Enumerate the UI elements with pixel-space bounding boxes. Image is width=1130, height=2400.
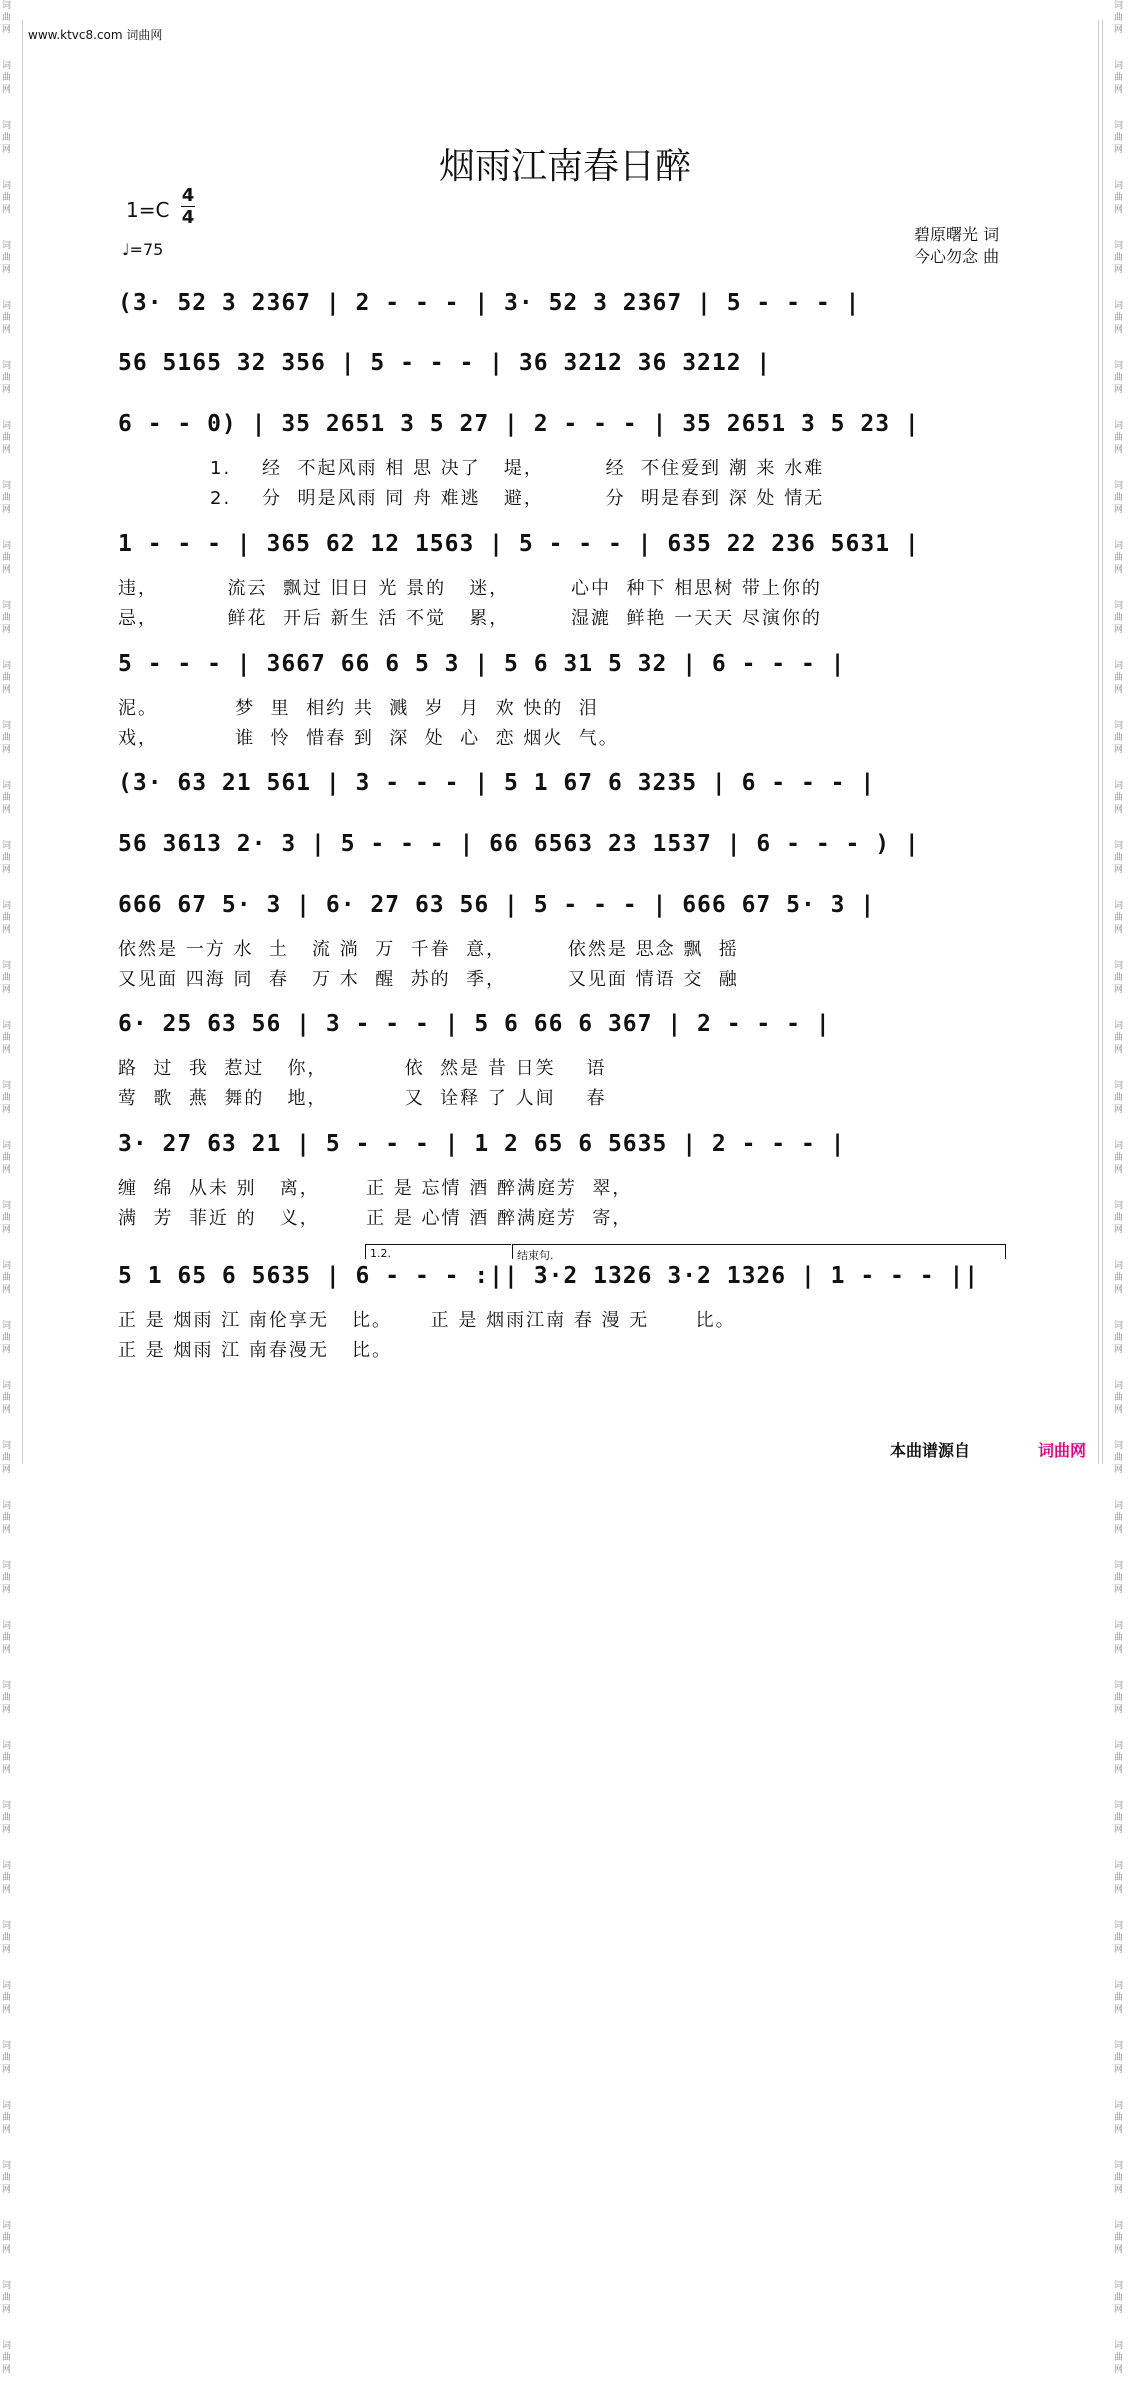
lyric-row-9-verse-1: 路 过 我 惹过 你， 依 然是 昔 日笑 语 (118, 1058, 607, 1079)
score-row-1: (3· 52 3 2367 | 2 - - - | 3· 52 3 2367 | 5 - - - | (118, 290, 861, 316)
score-row-9: 6· 25 63 56 | 3 - - - | 5 6 66 6 367 | 2 - - - | (118, 1011, 831, 1037)
lyric-row-10-verse-1: 缠 绵 从未 别 离， 正 是 忘情 酒 醉满庭芳 翠， (118, 1178, 633, 1199)
first-ending-label: 1.2. (370, 1247, 391, 1260)
lyric-row-5-verse-2: 戏， 谁 怜 惜春 到 深 处 心 恋 烟火 气。 (118, 728, 619, 749)
tempo-marking: ♩=75 (122, 240, 164, 259)
score-row-7: 56 3613 2· 3 | 5 - - - | 66 6563 23 1537 | 6 - - - ) | (118, 831, 920, 857)
site-header[interactable]: www.ktvc8.com 词曲网 (28, 28, 163, 42)
right-border-line-2 (1102, 20, 1103, 1464)
score-row-2: 56 5165 32 356 | 5 - - - | 36 3212 36 3212 | (118, 350, 772, 376)
coda-label: 结束句. (517, 1249, 554, 1262)
meter-denominator: 4 (181, 207, 195, 228)
footer-source-label: 本曲谱源自 (890, 1441, 971, 1460)
left-border-line (22, 20, 23, 1464)
meter-numerator: 4 (181, 185, 195, 206)
time-signature (181, 186, 195, 227)
score-row-10: 3· 27 63 21 | 5 - - - | 1 2 65 6 5635 | 2 - - - | (118, 1131, 846, 1157)
score-row-4: 1 - - - | 365 62 12 1563 | 5 - - - | 635 22 236 5631 | (118, 531, 920, 557)
lyric-row-3-verse-1: 1. 经 不起风雨 相 思 决了 堤， 经 不住爱到 潮 来 水难 (210, 458, 825, 479)
left-margin-watermark: 词 曲 网 词 曲 网 词 曲 网 词 曲 网 词 曲 网 词 曲 网 词 曲 网 词 曲 网 词 曲 网 词 曲 网 词 曲 网 词 曲 网 词 曲 网 词 曲 网 词 曲 网 词 曲 网 词 曲 网 词 曲 网 词 曲 网 词 曲 网 词 曲 网 词 曲 网 词 曲 网 词 曲 网 词 曲 网 词 曲 网 词 曲 网 词 曲 网 词 曲 网 词 曲 网 词 曲 网 词 曲 网 词 曲 网 词 曲 网 词 曲 网 词 曲 网 词 曲 网 词 曲 网 词 曲 网 词 曲 网 (2, 1, 12, 2375)
right-border-line (1098, 20, 1099, 1464)
lyric-row-10-verse-2: 满 芳 菲近 的 义， 正 是 心情 酒 醉满庭芳 寄， (118, 1208, 633, 1229)
first-ending-bracket (365, 1244, 511, 1259)
lyric-row-8-verse-1: 依然是 一方 水 土 流 淌 万 千眷 意， 依然是 思念 飘 摇 (118, 939, 739, 960)
score-row-6: (3· 63 21 561 | 3 - - - | 5 1 67 6 3235 | 6 - - - | (118, 770, 876, 796)
score-row-3: 6 - - 0) | 35 2651 3 5 27 | 2 - - - | 35 2651 3 5 23 | (118, 411, 920, 437)
score-row-8: 666 67 5· 3 | 6· 27 63 56 | 5 - - - | 666 67 5· 3 | (118, 892, 876, 918)
lyric-row-5-verse-1: 泥。 梦 里 相约 共 溅 岁 月 欢 快的 泪 (118, 698, 599, 719)
song-title: 烟雨江南春日醉 (438, 146, 691, 187)
right-margin-watermark: 词 曲 网 词 曲 网 词 曲 网 词 曲 网 词 曲 网 词 曲 网 词 曲 网 词 曲 网 词 曲 网 词 曲 网 词 曲 网 词 曲 网 词 曲 网 词 曲 网 词 曲 网 词 曲 网 词 曲 网 词 曲 网 词 曲 网 词 曲 网 词 曲 网 词 曲 网 词 曲 网 词 曲 网 词 曲 网 词 曲 网 词 曲 网 词 曲 网 词 曲 网 词 曲 网 词 曲 网 词 曲 网 词 曲 网 词 曲 网 词 曲 网 词 曲 网 词 曲 网 词 曲 网 词 曲 网 词 曲 网 (1114, 1, 1124, 2375)
score-row-11: 5 1 65 6 5635 | 6 - - - :|| 3·2 1326 3·2 1326 | 1 - - - || (118, 1263, 980, 1289)
footer-site-link[interactable]: 词曲网 (1038, 1441, 1087, 1460)
lyric-row-11-verse-1: 正 是 烟雨 江 南伦享无 比。 正 是 烟雨江南 春 漫 无 比。 (118, 1310, 736, 1331)
lyric-row-8-verse-2: 又见面 四海 同 春 万 木 醒 苏的 季， 又见面 情语 交 融 (118, 969, 739, 990)
lyric-row-3-verse-2: 2. 分 明是风雨 同 舟 难逃 避， 分 明是春到 深 处 情无 (210, 488, 825, 509)
key-signature: 1=C (126, 198, 170, 222)
score-row-5: 5 - - - | 3667 66 6 5 3 | 5 6 31 5 32 | 6 - - - | (118, 651, 846, 677)
coda-bracket (512, 1244, 1006, 1262)
lyric-row-4-verse-2: 忌， 鲜花 开后 新生 活 不觉 累， 湿漉 鲜艳 一天天 尽演你的 (118, 608, 822, 629)
lyricist-credit: 碧原曙光 词 (914, 225, 1000, 244)
composer-credit: 今心勿念 曲 (914, 247, 1000, 266)
lyric-row-4-verse-1: 违， 流云 飘过 旧日 光 景的 迷， 心中 种下 相思树 带上你的 (118, 578, 822, 599)
lyric-row-11-verse-2: 正 是 烟雨 江 南春漫无 比。 (118, 1340, 393, 1361)
lyric-row-9-verse-2: 莺 歌 燕 舞的 地， 又 诠释 了 人间 春 (118, 1088, 607, 1109)
